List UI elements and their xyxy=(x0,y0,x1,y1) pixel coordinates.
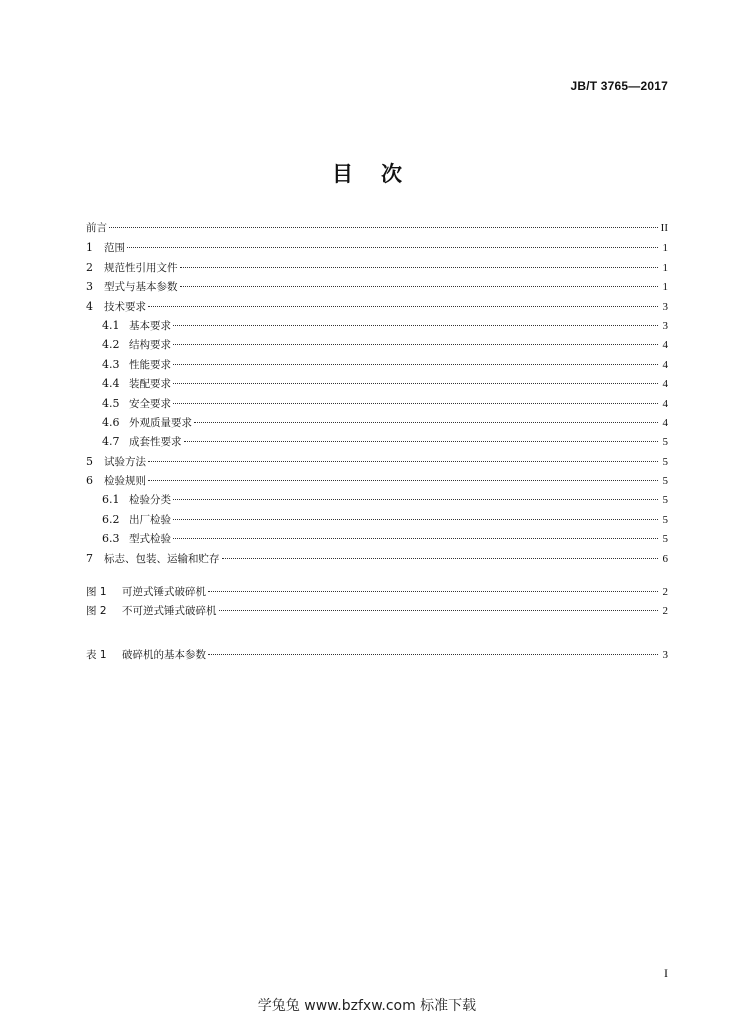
toc-label: 范围 xyxy=(104,242,125,255)
toc-entry-4-6[interactable] xyxy=(86,413,668,432)
toc-number: 4.1 xyxy=(102,318,120,332)
toc-leader xyxy=(208,653,658,655)
toc-entry-4-4[interactable] xyxy=(86,374,668,393)
standard-code: JB/T 3765—2017 xyxy=(570,79,668,93)
toc-number: 5 xyxy=(86,454,93,468)
toc-leader xyxy=(180,285,659,287)
toc-label: 检验分类 xyxy=(129,494,171,507)
toc-label: 安全要求 xyxy=(129,397,171,410)
toc-page: 4 xyxy=(662,416,668,429)
toc-entry-7[interactable] xyxy=(86,549,668,568)
toc-number: 图 2 xyxy=(86,605,107,618)
toc-leader xyxy=(173,363,658,365)
toc-label: 出厂检验 xyxy=(129,513,171,526)
toc-page: II xyxy=(660,222,668,234)
toc-entry-6-3[interactable] xyxy=(86,529,668,548)
toc-entry-6[interactable] xyxy=(86,471,668,490)
toc-label: 性能要求 xyxy=(129,358,171,371)
toc-number: 3 xyxy=(86,280,93,294)
toc-leader xyxy=(173,518,658,520)
toc-label: 基本要求 xyxy=(129,319,171,332)
toc-entry-foreword[interactable] xyxy=(86,219,668,238)
toc-table-1[interactable] xyxy=(86,646,668,665)
toc-page: 5 xyxy=(662,513,668,526)
toc-label: 型式与基本参数 xyxy=(104,281,178,294)
toc-number: 2 xyxy=(86,260,93,274)
toc-page: 1 xyxy=(662,261,668,274)
toc-page: 4 xyxy=(662,339,668,352)
toc-page: 3 xyxy=(662,300,668,313)
toc-number: 6.2 xyxy=(102,512,120,526)
toc-number: 6 xyxy=(86,474,93,488)
toc-page: 6 xyxy=(662,552,668,565)
toc-number: 4.2 xyxy=(102,338,120,352)
toc-label: 标志、包装、运输和贮存 xyxy=(104,552,220,565)
toc-page: 5 xyxy=(662,494,668,507)
toc-page: 5 xyxy=(662,436,668,449)
toc-label: 外观质量要求 xyxy=(129,416,192,429)
toc-page: 4 xyxy=(662,358,668,371)
page-title-char-1: 目 xyxy=(332,162,353,186)
toc-page: 5 xyxy=(662,455,668,468)
toc-label: 试验方法 xyxy=(104,455,146,468)
toc-number: 表 1 xyxy=(86,648,107,661)
toc-page: 4 xyxy=(662,397,668,410)
toc-label: 破碎机的基本参数 xyxy=(122,648,206,661)
toc-label: 技术要求 xyxy=(104,300,146,313)
toc-leader xyxy=(194,421,658,423)
toc-label: 前言 xyxy=(86,222,107,234)
toc-entry-4-3[interactable] xyxy=(86,355,668,374)
page-title-char-2: 次 xyxy=(381,162,402,186)
toc-leader xyxy=(184,440,659,442)
toc-page: 1 xyxy=(662,281,668,294)
toc-leader xyxy=(148,479,658,481)
toc-number: 1 xyxy=(86,241,93,255)
table-of-contents xyxy=(86,219,668,665)
toc-entry-3[interactable] xyxy=(86,277,668,296)
toc-figure-1[interactable] xyxy=(86,583,668,602)
toc-page: 5 xyxy=(662,475,668,488)
toc-number: 4.5 xyxy=(102,396,120,410)
toc-label: 结构要求 xyxy=(129,339,171,352)
watermark-footer: 学兔兔 www.bzfxw.com 标准下载 xyxy=(257,998,477,1014)
toc-number: 6.1 xyxy=(102,493,120,507)
toc-figure-2[interactable] xyxy=(86,602,668,621)
toc-page: 2 xyxy=(662,586,668,599)
toc-leader xyxy=(180,266,659,268)
toc-entry-4-7[interactable] xyxy=(86,432,668,451)
toc-entry-4-1[interactable] xyxy=(86,316,668,335)
toc-leader xyxy=(219,609,659,611)
toc-leader xyxy=(173,382,658,384)
toc-entry-4-5[interactable] xyxy=(86,394,668,413)
toc-label: 成套性要求 xyxy=(129,436,182,449)
toc-page: 3 xyxy=(662,319,668,332)
toc-entry-6-2[interactable] xyxy=(86,510,668,529)
toc-page: 3 xyxy=(662,648,668,661)
toc-page: 4 xyxy=(662,378,668,391)
toc-leader xyxy=(173,343,658,345)
toc-leader xyxy=(173,324,658,326)
toc-leader xyxy=(173,402,658,404)
toc-entry-1[interactable] xyxy=(86,238,668,257)
toc-leader xyxy=(173,498,658,500)
toc-page: 2 xyxy=(662,605,668,618)
toc-number: 图 1 xyxy=(86,586,107,599)
toc-number: 4.3 xyxy=(102,357,120,371)
toc-number: 6.3 xyxy=(102,532,120,546)
toc-label: 检验规则 xyxy=(104,475,146,488)
toc-leader xyxy=(148,305,658,307)
toc-number: 4 xyxy=(86,299,93,313)
toc-label: 规范性引用文件 xyxy=(104,261,178,274)
toc-page: 1 xyxy=(662,242,668,255)
toc-number: 4.6 xyxy=(102,415,120,429)
toc-label: 装配要求 xyxy=(129,378,171,391)
toc-entry-4-2[interactable] xyxy=(86,335,668,354)
toc-number: 4.4 xyxy=(102,377,120,391)
toc-leader xyxy=(109,226,658,228)
toc-entry-6-1[interactable] xyxy=(86,490,668,509)
toc-label: 可逆式锤式破碎机 xyxy=(122,586,206,599)
toc-number: 4.7 xyxy=(102,435,120,449)
toc-leader xyxy=(222,557,659,559)
toc-entry-2[interactable] xyxy=(86,258,668,277)
page-number: I xyxy=(664,966,668,980)
toc-entry-5[interactable] xyxy=(86,452,668,471)
toc-leader xyxy=(127,246,658,248)
toc-label: 型式检验 xyxy=(129,533,171,546)
toc-leader xyxy=(148,460,658,462)
page-title xyxy=(0,158,734,188)
toc-number: 7 xyxy=(86,551,93,565)
toc-leader xyxy=(208,590,658,592)
toc-entry-4[interactable] xyxy=(86,297,668,316)
toc-page: 5 xyxy=(662,533,668,546)
toc-leader xyxy=(173,537,658,539)
toc-label: 不可逆式锤式破碎机 xyxy=(122,605,217,618)
